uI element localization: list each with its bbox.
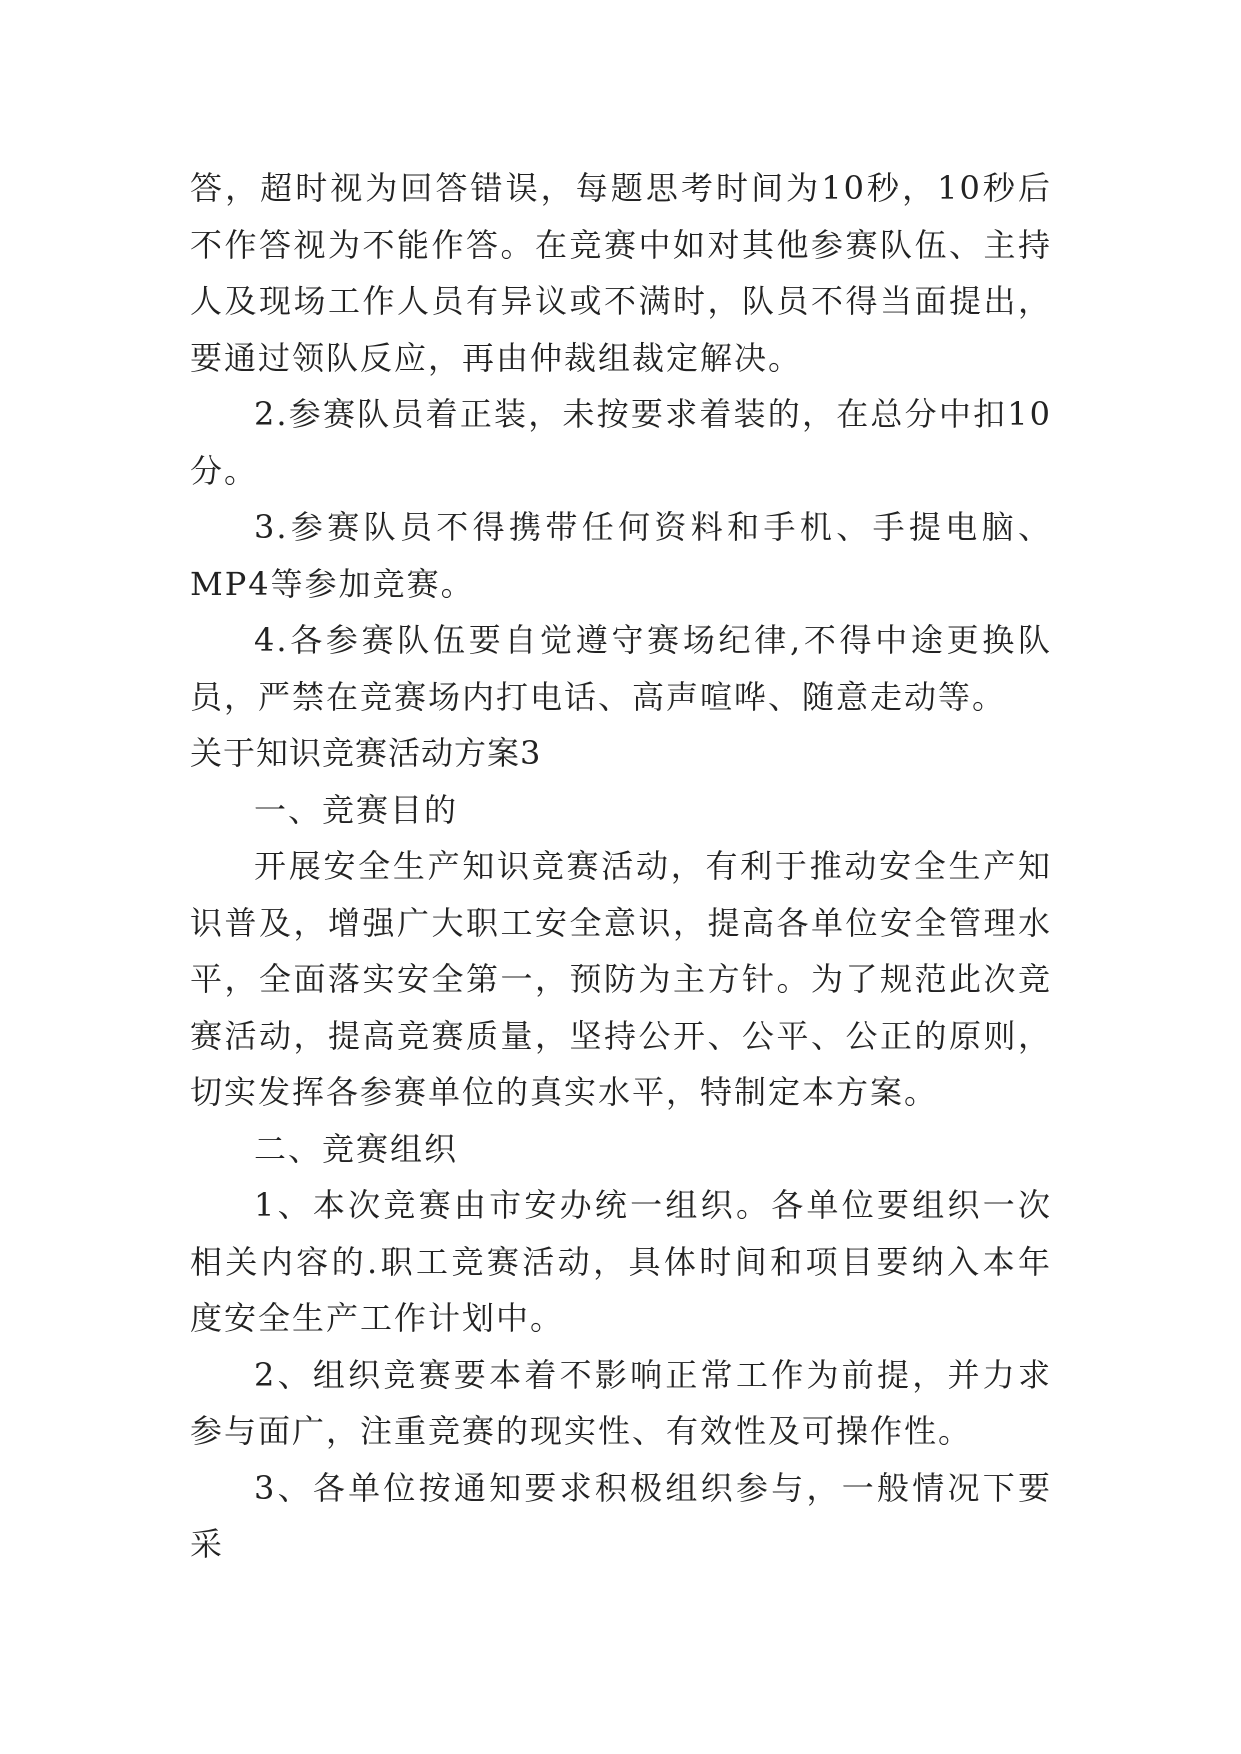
paragraph-rule-4-discipline: 4.各参赛队伍要自觉遵守赛场纪律,不得中途更换队员，严禁在竞赛场内打电话、高声喧哗、随意走动等。: [190, 621, 1052, 716]
paragraph-organization-3: 3、各单位按通知要求积极组织参与，一般情况下要采: [190, 1468, 1052, 1563]
section-title-plan-3: 关于知识竞赛活动方案3: [190, 734, 542, 772]
paragraph-purpose-body: 开展安全生产知识竞赛活动，有利于推动安全生产知识普及，增强广大职工安全意识，提高各单位安全管理水平，全面落实安全第一，预防为主方针。为了规范此次竞赛活动，提高竞赛质量，坚持公开、公平、公正的原则，切实发挥各参赛单位的真实水平，特制定本方案。: [190, 847, 1052, 1111]
subheading-competition-organization: 二、竞赛组织: [254, 1129, 459, 1168]
subheading-competition-purpose: 一、竞赛目的: [254, 790, 459, 829]
paragraph-organization-2: 2、组织竞赛要本着不影响正常工作为前提，并力求参与面广，注重竞赛的现实性、有效性及可操作性。: [190, 1355, 1052, 1450]
paragraph-organization-1: 1、本次竞赛由市安办统一组织。各单位要组织一次相关内容的.职工竞赛活动，具体时间和项目要纳入本年度安全生产工作计划中。: [190, 1186, 1052, 1337]
document-body: [190, 160, 1052, 1573]
paragraph-rules-continued: 答，超时视为回答错误，每题思考时间为10秒，10秒后不作答视为不能作答。在竞赛中如对其他参赛队伍、主持人及现场工作人员有异议或不满时，队员不得当面提出，要通过领队反应，再由仲裁组裁定解决。: [190, 169, 1052, 377]
paragraph-rule-2-dress-code: 2.参赛队员着正装，未按要求着装的，在总分中扣10分。: [190, 395, 1052, 490]
paragraph-rule-3-no-devices: 3.参赛队员不得携带任何资料和手机、手提电脑、MP4等参加竞赛。: [190, 508, 1052, 603]
